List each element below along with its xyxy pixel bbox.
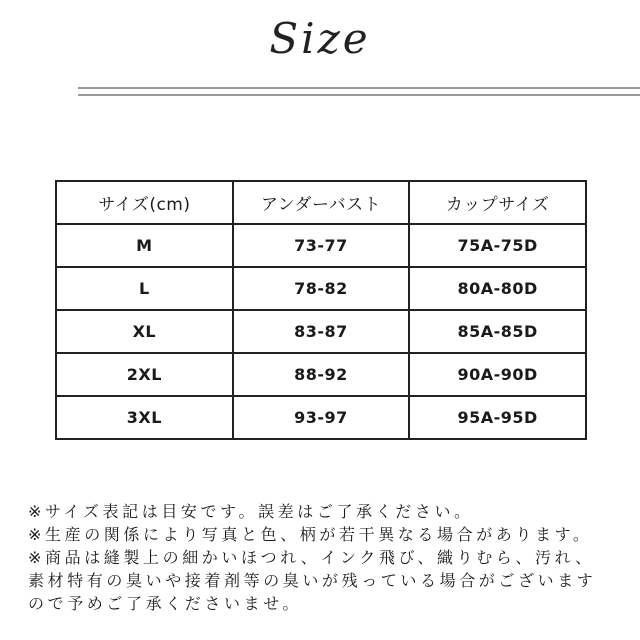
- header-size: サイズ(cm): [57, 182, 234, 225]
- table-row: [57, 311, 585, 354]
- table-row: [57, 268, 585, 311]
- cell-size: L: [57, 268, 234, 311]
- table-row: [57, 397, 585, 438]
- size-chart-table: [55, 180, 587, 440]
- cell-size: M: [57, 225, 234, 268]
- header-underbust: アンダーバスト: [234, 182, 411, 225]
- cell-underbust: 73-77: [234, 225, 411, 268]
- page-title: Size: [269, 14, 371, 63]
- note-line: ※サイズ表記は目安です。誤差はご了承ください。: [28, 502, 474, 521]
- cell-cup-size: 95A-95D: [457, 408, 538, 427]
- note-line: 素材特有の臭いや接着剤等の臭いが残っている場合がございます: [28, 571, 597, 590]
- cell-cup-size: 85A-85D: [410, 311, 585, 354]
- table-header-row: [57, 182, 585, 225]
- cell-size: 2XL: [57, 354, 234, 397]
- cell-size: 3XL: [57, 397, 234, 438]
- cell-cup-size: 90A-90D: [410, 354, 585, 397]
- cell-cup-size: 75A-75D: [410, 225, 585, 268]
- title-divider-top: [78, 87, 640, 89]
- cell-underbust: 93-97: [234, 397, 411, 438]
- header-cup-size: カップサイズ: [410, 182, 585, 225]
- note-line: ので予めご了承くださいませ。: [28, 594, 302, 613]
- note-line: ※生産の関係により写真と色、柄が若干異なる場合があります。: [28, 525, 593, 544]
- title-divider-bottom: [78, 94, 640, 96]
- cell-underbust: 88-92: [234, 354, 411, 397]
- cell-size: XL: [57, 311, 234, 354]
- cell-cup-size: 80A-80D: [410, 268, 585, 311]
- table-row: [57, 354, 585, 397]
- table-row: [57, 225, 585, 268]
- cell-underbust: 83-87: [234, 311, 411, 354]
- cell-underbust: 78-82: [234, 268, 411, 311]
- size-notes: [28, 500, 628, 615]
- note-line: ※商品は縫製上の細かいほつれ、インク飛び、織りむら、汚れ、: [28, 548, 595, 567]
